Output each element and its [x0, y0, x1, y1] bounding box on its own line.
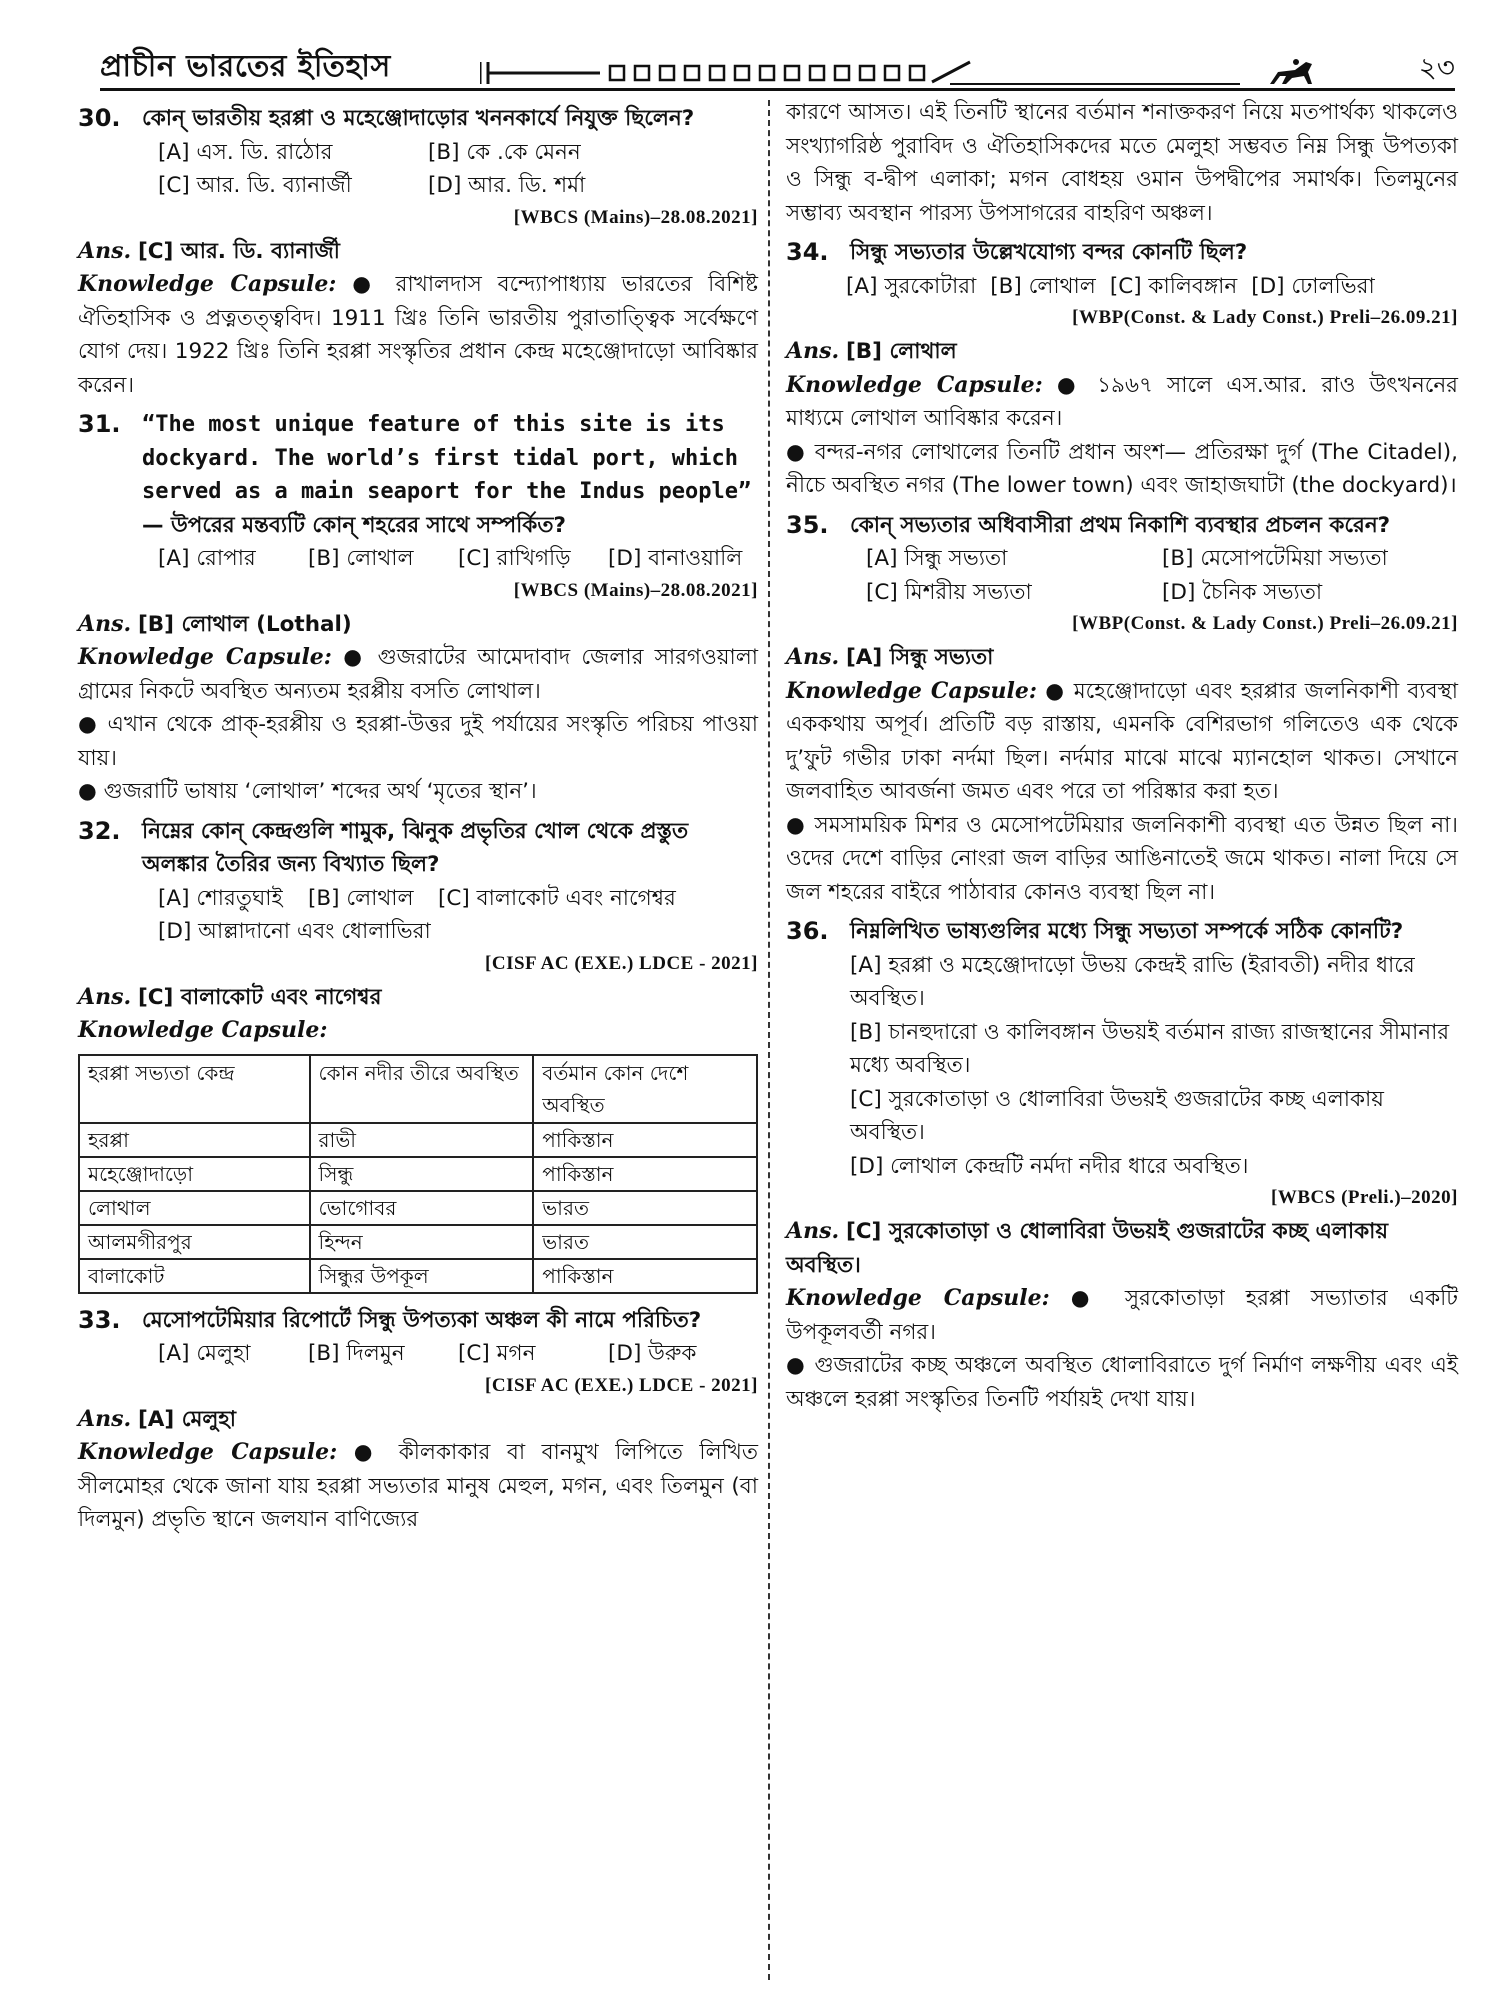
question-text: — উপরের মন্তব্যটি কোন্ শহরের সাথে সম্পর্কিত? — [142, 512, 566, 538]
kc-label: Knowledge Capsule: — [78, 644, 332, 670]
question-text: মেসোপটেমিয়ার রিপোর্টে সিন্ধু উপত্যকা অঞ্চল কী নামে পরিচিত? — [142, 1307, 702, 1333]
option-c: [C] মিশরীয় সভ্যতা — [866, 579, 1032, 605]
question-36 — [786, 915, 1458, 949]
options — [158, 882, 758, 949]
option-a: [A] হরপ্পা ও মহেঞ্জোদাড়ো উভয় কেন্দ্রই রাভি (ইরাবতী) নদীর ধারে অবস্থিত। — [850, 952, 1415, 1011]
option-d: [D] উরুক — [608, 1341, 697, 1366]
kc-bullet: ● সমসাময়িক মিশর ও মেসোপটেমিয়ার জলনিকাশী ব্যবস্থা এত উন্নত ছিল না। ওদের দেশে বাড়ির নোংরা জল বাড়ির আঙিনাতেই জমে থাকত। নালা দিয়ে সে জল শহরের বাইরে পাঠাবার কোনও ব্যবস্থা ছিল না। — [786, 812, 1458, 905]
option-d: [D] চৈনিক সভ্যতা — [1162, 579, 1323, 605]
exam-source: [CISF AC (EXE.) LDCE - 2021] — [485, 1374, 758, 1396]
question-number: 35. — [786, 510, 829, 539]
answer-label: Ans. — [786, 338, 840, 364]
table-cell: লোথাল — [79, 1191, 310, 1225]
table-cell: ভারত — [533, 1225, 757, 1259]
knowledge-capsule — [78, 1436, 758, 1537]
knowledge-capsule — [78, 268, 758, 402]
options — [846, 270, 1458, 304]
table-header: হরপ্পা সভ্যতা কেন্দ্র — [79, 1055, 310, 1123]
answer — [78, 981, 758, 1015]
table-cell: সিন্ধু — [310, 1157, 534, 1191]
option-d: [D] আর. ডি. শর্মা — [428, 173, 586, 198]
question-33 — [78, 1304, 758, 1338]
table-header: কোন নদীর তীরে অবস্থিত — [310, 1055, 534, 1123]
table-cell: হিন্দন — [310, 1225, 534, 1259]
page-header — [100, 40, 1455, 100]
options — [158, 542, 758, 576]
kc-text: ● গুজরাটের আমেদাবাদ জেলার সারগওয়ালা গ্রামের নিকটে অবস্থিত অন্যতম হরপ্পীয় বসতি লোথাল। — [78, 645, 758, 704]
answer — [78, 235, 758, 269]
options — [158, 1337, 758, 1371]
kc-label: Knowledge Capsule: — [78, 1017, 328, 1043]
table-cell: পাকিস্তান — [533, 1259, 757, 1293]
exam-source: [WBCS (Mains)–28.08.2021] — [513, 206, 758, 228]
question-number: 33. — [78, 1305, 121, 1334]
question-number: 30. — [78, 104, 121, 132]
kc-text: ● রাখালদাস বন্দ্যোপাধ্যায় ভারতের বিশিষ্ট ঐতিহাসিক ও প্রত্নতত্ত্ববিদ। 1911 খ্রিঃ তিনি ভারতীয় পুরাতাত্ত্বিক সর্বেক্ষণে যোগ দেয়। 1922 খ্রিঃ তিনি হরপ্পা সংস্কৃতির প্রধান কেন্দ্র মহেঞ্জোদাড়ো আবিষ্কার করেন। — [78, 272, 758, 398]
question-31 — [78, 408, 758, 542]
option-d: [D] বানাওয়ালি — [608, 546, 743, 571]
answer-label: Ans. — [78, 983, 132, 1010]
question-32 — [78, 815, 758, 882]
exam-source: [CISF AC (EXE.) LDCE - 2021] — [485, 952, 758, 974]
answer-value: [C] সুরকোতাড়া ও ধোলাবিরা উভয়ই গুজরাটের কচ্ছ এলাকায় অবস্থিত। — [786, 1219, 1389, 1278]
header-rule — [100, 88, 1455, 91]
answer — [786, 335, 1458, 369]
kc-text: ● সুরকোতাড়া হরপ্পা সভ্যাতার একটি উপকূলবর্তী নগর। — [786, 1286, 1458, 1345]
option-a: [A] এস. ডি. রাঠোর — [158, 139, 333, 165]
answer-value: [B] লোথাল (Lothal) — [137, 611, 352, 637]
table-cell: ভোগোবর — [310, 1191, 534, 1225]
question-30 — [78, 102, 758, 136]
option-c: [C] রাখিগড়ি — [458, 546, 571, 571]
harappa-sites-table — [78, 1054, 758, 1294]
page-number: ২৩ — [1418, 51, 1455, 84]
right-column — [786, 96, 1458, 1416]
table-row — [79, 1225, 757, 1259]
knowledge-capsule — [786, 1282, 1458, 1349]
option-c: [C] আর. ডি. ব্যানার্জী — [158, 173, 352, 198]
column-divider — [768, 100, 770, 1980]
table-row — [79, 1191, 757, 1225]
knowledge-capsule — [78, 641, 758, 708]
exam-source: [WBP(Const. & Lady Const.) Preli–26.09.21] — [1072, 613, 1458, 634]
answer — [78, 608, 758, 642]
option-c: [C] সুরকোতাড়া ও ধোলাবিরা উভয়ই গুজরাটের কচ্ছ এলাকায় অবস্থিত। — [850, 1086, 1384, 1145]
option-a: [A] রোপার — [158, 546, 256, 571]
kc-label: Knowledge Capsule: — [78, 1439, 338, 1465]
question-34 — [786, 236, 1458, 270]
option-b: [B] লোথাল — [308, 885, 414, 911]
table-cell: পাকিস্তান — [533, 1157, 757, 1191]
left-column — [78, 96, 758, 1537]
table-row — [79, 1259, 757, 1293]
kc-bullet: ● গুজরাটের কচ্ছ অঞ্চলে অবস্থিত ধোলাবিরাতে দুর্গ নির্মাণ লক্ষণীয় এবং এই অঞ্চলে হরপ্পা সংস্কৃতির তিনটি পর্যায়ই দেখা যায়। — [786, 1353, 1458, 1412]
answer-value: [C] বালাকোট এবং নাগেশ্বর — [137, 984, 382, 1010]
question-number: 32. — [78, 816, 121, 845]
table-cell: মহেঞ্জোদাড়ো — [79, 1157, 310, 1191]
option-b: [B] কে .কে মেনন — [428, 139, 581, 165]
option-a: [A] মেলুহা — [158, 1341, 251, 1366]
question-text: কোন্ ভারতীয় হরপ্পা ও মহেঞ্জোদাড়োর খননকার্যে নিযুক্ত ছিলেন? — [142, 106, 695, 131]
kc-label: Knowledge Capsule: — [786, 1285, 1050, 1311]
table-cell: পাকিস্তান — [533, 1123, 757, 1157]
table-row — [79, 1157, 757, 1191]
question-number: 31. — [78, 410, 121, 438]
option-d: [D] আল্লাদানো এবং ধোলাভিরা — [158, 919, 431, 944]
options — [850, 949, 1458, 1184]
option-c: [C] মগন — [458, 1341, 536, 1366]
question-text: নিম্নের কোন্ কেন্দ্রগুলি শামুক, ঝিনুক প্রভৃতির খোল থেকে প্রস্তুত অলঙ্কার তৈরির জন্য বিখ্যাত ছিল? — [142, 818, 689, 877]
table-cell: সিন্ধুর উপকূল — [310, 1259, 534, 1293]
option-b: [B] মেসোপটেমিয়া সভ্যতা — [1162, 546, 1388, 571]
question-35 — [786, 509, 1458, 543]
answer-value: [B] লোথাল — [845, 339, 957, 364]
kc-continuation: কারণে আসত। এই তিনটি স্থানের বর্তমান শনাক্তকরণ নিয়ে মতপার্থক্য থাকলেও সংখ্যাগরিষ্ঠ পুরাবিদ ও ঐতিহাসিকদের মতে মেলুহা সম্ভবত নিম্ন সিন্ধু উপত্যকা ও সিন্ধু ব-দ্বীপ এলাকা; মগন বোধহয় ওমান উপদ্বীপের সমার্থক। তিলমুনের সম্ভাব্য অবস্থান পারস্য উপসাগরের বাহরিণ অঞ্চল। — [786, 100, 1458, 226]
answer-label: Ans. — [786, 644, 840, 670]
kc-label: Knowledge Capsule: — [786, 677, 1037, 704]
question-text: সিন্ধু সভ্যতার উল্লেখযোগ্য বন্দর কোনটি ছিল? — [850, 240, 1248, 265]
answer-value: [C] আর. ডি. ব্যানার্জী — [137, 238, 340, 264]
running-title: প্রাচীন ভারতের ইতিহাস — [100, 49, 391, 84]
exam-source: [WBP(Const. & Lady Const.) Preli–26.09.21] — [1072, 307, 1458, 328]
answer-value: [A] সিন্ধু সভ্যতা — [845, 645, 994, 670]
table-header-row — [79, 1055, 757, 1123]
option-b: [B] দিলমুন — [308, 1341, 405, 1366]
kc-text: ● মহেঞ্জোদাড়ো এবং হরপ্পার জলনিকাশী ব্যবস্থা এককথায় অপূর্ব। প্রতিটি বড় রাস্তায়, এমনকি বেশিরভাগ গলিতেও এক থেকে দু’ফুট গভীর ঢাকা নর্দমা ছিল। নর্দমার মাঝে মাঝে ম্যানহোল থাকত। সেখানে জলবাহিত আবর্জনা জমত এবং পরে তা পরিষ্কার করা হত। — [786, 678, 1458, 804]
question-text: কোন্ সভ্যতার অধিবাসীরা প্রথম নিকাশি ব্যবস্থার প্রচলন করেন? — [850, 512, 1391, 538]
table-cell: ভারত — [533, 1191, 757, 1225]
option-d: [D] ঢোলভিরা — [1251, 273, 1375, 299]
option-a: [A] সিন্ধু সভ্যতা — [866, 546, 1008, 571]
option-b: [B] লোথাল — [990, 273, 1096, 299]
table-cell: রাভী — [310, 1123, 534, 1157]
knowledge-capsule — [786, 675, 1458, 809]
knowledge-capsule — [786, 369, 1458, 436]
kc-text: ● ১৯৬৭ সালে এস.আর. রাও উৎখননের মাধ্যমে লোথাল আবিষ্কার করেন। — [786, 372, 1458, 431]
kc-bullet: ● এখান থেকে প্রাক্-হরপ্পীয় ও হরপ্পা-উত্তর দুই পর্যায়ের সংস্কৃতি পরিচয় পাওয়া যায়। — [78, 712, 758, 771]
kc-label: Knowledge Capsule: — [786, 371, 1043, 398]
option-d: [D] লোথাল কেন্দ্রটি নর্মদা নদীর ধারে অবস্থিত। — [850, 1153, 1249, 1179]
question-number: 36. — [786, 917, 829, 945]
answer-label: Ans. — [786, 1218, 840, 1244]
table-header: বর্তমান কোন দেশে অবস্থিত — [533, 1055, 757, 1123]
table-cell: বালাকোট — [79, 1259, 310, 1293]
exam-source: [WBCS (Mains)–28.08.2021] — [513, 579, 758, 601]
option-a: [A] সুরকোটারা — [846, 273, 977, 299]
exam-source: [WBCS (Preli.)–2020] — [1271, 1187, 1458, 1208]
kc-bullet: ● গুজরাটি ভাষায় ‘লোথাল’ শব্দের অর্থ ‘মৃতের স্থান’। — [78, 779, 537, 804]
answer-label: Ans. — [78, 610, 132, 637]
knowledge-capsule — [78, 1014, 758, 1048]
answer — [786, 1215, 1458, 1282]
answer-label: Ans. — [78, 1405, 132, 1432]
option-c: [C] বালাকোট এবং নাগেশ্বর — [438, 885, 676, 911]
option-c: [C] কালিবঙ্গান — [1109, 273, 1238, 299]
horse-rider-icon — [1270, 59, 1312, 84]
kc-text: ● কীলকাকার বা বানমুখ লিপিতে লিখিত সীলমোহর থেকে জানা যায় হরপ্পা সভ্যতার মানুষ মেহুল, মগন, এবং তিলমুন (বা দিলমুন) প্রভৃতি স্থানে জলযান বাণিজ্যের — [78, 1440, 758, 1532]
option-b: [B] চানহুদারো ও কালিবঙ্গান উভয়ই বর্তমান রাজ্য রাজস্থানের সীমানার মধ্যে অবস্থিত। — [850, 1019, 1450, 1078]
kc-label: Knowledge Capsule: — [78, 271, 337, 297]
options — [866, 542, 1458, 609]
table-row — [79, 1123, 757, 1157]
answer-label: Ans. — [78, 237, 132, 264]
question-quote: “The most unique feature of this site is its dockyard. The world’s first tidal port, which served as a main seaport for the Indus people” — [142, 412, 752, 504]
table-cell: আলমগীরপুর — [79, 1225, 310, 1259]
question-number: 34. — [786, 238, 829, 266]
answer-value: [A] মেলুহা — [137, 1406, 236, 1432]
answer — [786, 641, 1458, 675]
table-cell: হরপ্পা — [79, 1123, 310, 1157]
question-text: নিম্নলিখিত ভাষ্যগুলির মধ্যে সিন্ধু সভ্যতা সম্পর্কে সঠিক কোনটি? — [850, 919, 1404, 944]
option-a: [A] শোরতুঘাই — [158, 885, 283, 911]
options — [158, 136, 758, 203]
option-b: [B] লোথাল — [308, 546, 414, 571]
header-ornament — [480, 54, 1380, 88]
kc-bullet: ● বন্দর-নগর লোথালের তিনটি প্রধান অংশ— প্রতিরক্ষা দুর্গ (The Citadel), নীচে অবস্থিত নগর (The lower town) এবং জাহাজঘাটা (the dockyard)। — [786, 439, 1458, 498]
answer — [78, 1403, 758, 1437]
